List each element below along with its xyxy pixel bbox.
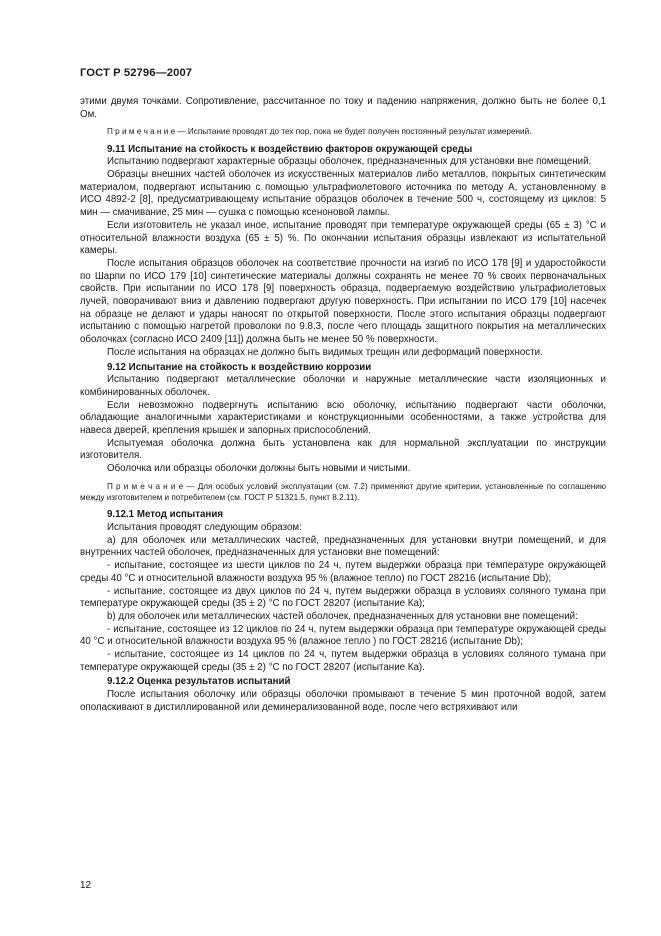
paragraph-text: 9.12 Испытание на стойкость к воздействию коррозии	[107, 361, 372, 373]
paragraph-text: 9.11 Испытание на стойкость к воздействию факторов окружающей среды	[107, 143, 473, 155]
paragraph-text: — Испытание проводят до тех пор, пока не будет получен постоянный результат измерений.	[175, 127, 532, 137]
note-paragraph	[80, 126, 606, 137]
paragraph-text: Испытанию подвергают характерные образцы оболочек, предназначенных для установки вне помещений.	[107, 156, 592, 168]
paragraph	[80, 220, 606, 258]
section-heading	[80, 362, 606, 375]
section-heading	[80, 676, 606, 689]
paragraph	[80, 169, 606, 220]
paragraph-text: - испытание, состоящее из двух циклов по 24 ч, путем выдержки образца в условиях соляного тумана при температуре окружающей среды (35 ± 2) °С по ГОСТ 28207 (испытание Ка);	[80, 585, 606, 610]
paragraph-text: Если изготовитель не указал иное, испытание проводят при температуре окружающей среды (65 ± 3) °С и относительной влажности воздуха (65 ± 5) %. По окончании испытания образцы извлекают из испытательной камеры.	[80, 219, 606, 257]
paragraph-text: - испытание, состоящее из 12 циклов по 24 ч, путем выдержки образца при температуре окружающей среды 40 °С и относительной влажности воздуха 95 % (влажное тепло ) по ГОСТ 28216 (испытание Db);	[80, 623, 606, 648]
note-label: П р и м е ч а н и е	[107, 481, 184, 491]
paragraph	[80, 438, 606, 463]
paragraph-text: - испытание, состоящее из шести циклов по 24 ч, путем выдержки образца при температуре окружающей среды 40 °С и относительной влажности воздуха 95 % (влажное тепло) по ГОСТ 28216 (испытание Db);	[80, 560, 606, 584]
paragraph-text: — Для особых условий эксплуатации (см. 7.2) применяют другие критерии, установленные по соглашению между изготовителем и потребителем (см. ГОСТ Р 51321.5, пункт 8.2.11).	[80, 481, 606, 503]
paragraph	[80, 560, 606, 585]
paragraph-text: этими двумя точками. Сопротивление, рассчитанное по току и падению напряжения, должно быть не более 0,1 Ом.	[80, 96, 606, 120]
paragraph	[80, 156, 606, 169]
paragraph-text: b) для оболочек или металлических частей оболочек, предназначенных для установки вне помещений:	[107, 610, 578, 622]
paragraph	[80, 400, 606, 438]
paragraph-text: Если невозможно подвергнуть испытанию всю оболочку, испытанию подвергают части оболочки, обладающие аналогичными характеристиками и конструкционными особенностями, а также устройства для навеса дверей, крепления крышек и запорных приспособлений.	[80, 399, 606, 437]
note-paragraph	[80, 481, 606, 503]
paragraph-text: 9.12.2 Оценка результатов испытаний	[107, 676, 291, 688]
standard-header: ГОСТ Р 52796—2007	[80, 67, 193, 79]
document-body	[80, 96, 606, 715]
paragraph	[80, 624, 606, 649]
section-heading	[80, 144, 606, 157]
paragraph-text: После испытания оболочку или образцы оболочки промывают в течение 5 мин проточной водой, затем ополаскивают в дистиллированной или деминерализованной воде, после чего встряхивают или	[80, 689, 606, 713]
paragraph	[80, 522, 606, 535]
paragraph	[80, 611, 606, 624]
paragraph	[80, 96, 606, 121]
page-number: 12	[80, 880, 92, 891]
paragraph	[80, 258, 606, 347]
paragraph-text: После испытания на образцах не должно быть видимых трещин или деформаций поверхности.	[107, 346, 543, 358]
paragraph-text: - испытание, состоящее из 14 циклов по 24 ч, путем выдержки образца в условиях соляного тумана при температуре окружающей среды (35 ± 2) °С по ГОСТ 28207 (испытание Ка).	[80, 649, 606, 673]
paragraph	[80, 535, 606, 560]
paragraph	[80, 463, 606, 476]
paragraph-text: a) для оболочек или металлических частей, предназначенных для установки внутри помещений, и для внутренних частей оболочек, предназначенных для установки вне помещений:	[80, 534, 606, 559]
paragraph	[80, 586, 606, 611]
paragraph-text: Испытания проводят следующим образом:	[107, 522, 302, 533]
paragraph-text: Испытуемая оболочка должна быть установлена как для нормальной эксплуатации по инструкции изготовителя.	[80, 437, 606, 462]
paragraph	[80, 347, 606, 360]
paragraph-text: Образцы внешних частей оболочек из искусственных материалов либо металлов, покрытых синтетическим материалом, подвергают испытанию с помощью ультрафиолетового источника по методу А, установленному в ИСО 4892-2 [8], предусматривающему испытание образцов оболочек в течение 500 ч, состоящему из циклов: 5 мин — смачивание, 25 мин — сушка с помощью ксеноновой лампы.	[80, 169, 606, 219]
paragraph	[80, 374, 606, 399]
paragraph-text: 9.12.1 Метод испытания	[107, 509, 224, 521]
paragraph	[80, 689, 606, 714]
section-heading	[80, 509, 606, 522]
paragraph-text: Оболочка или образцы оболочки должны быть новыми и чистыми.	[107, 463, 411, 475]
paragraph-text: Испытанию подвергают металлические оболочки и наружные металлические части изоляционных и комбинированных оболочек.	[80, 374, 606, 398]
paragraph-text: После испытания образцов оболочек на соответствие прочности на изгиб по ИСО 178 [9] и ударостойкости по Шарпи по ИСО 179 [10] синтетические материалы должны сохранять не менее 70 % своих первоначальных свойств. При испытании по ИСО 178 [9] поверхность образца, подвергаемую воздействию ультрафиолетовых лучей, поворачивают вниз и давлению подвергают другую поверхность. При испытании по ИСО 179 [10] насечек на образце не делают и удары наносят по открытой поверхности. После этого испытания образцы подвергают испытанию с помощью нагретой проволоки по 9.8.3, после чего площадь защитного покрытия на металлических оболочках (согласно ИСО 2409 [11]) должна быть не менее 50 % поверхности.	[80, 257, 606, 346]
note-label: П р и м е ч а н и е	[107, 127, 176, 137]
paragraph	[80, 649, 606, 674]
